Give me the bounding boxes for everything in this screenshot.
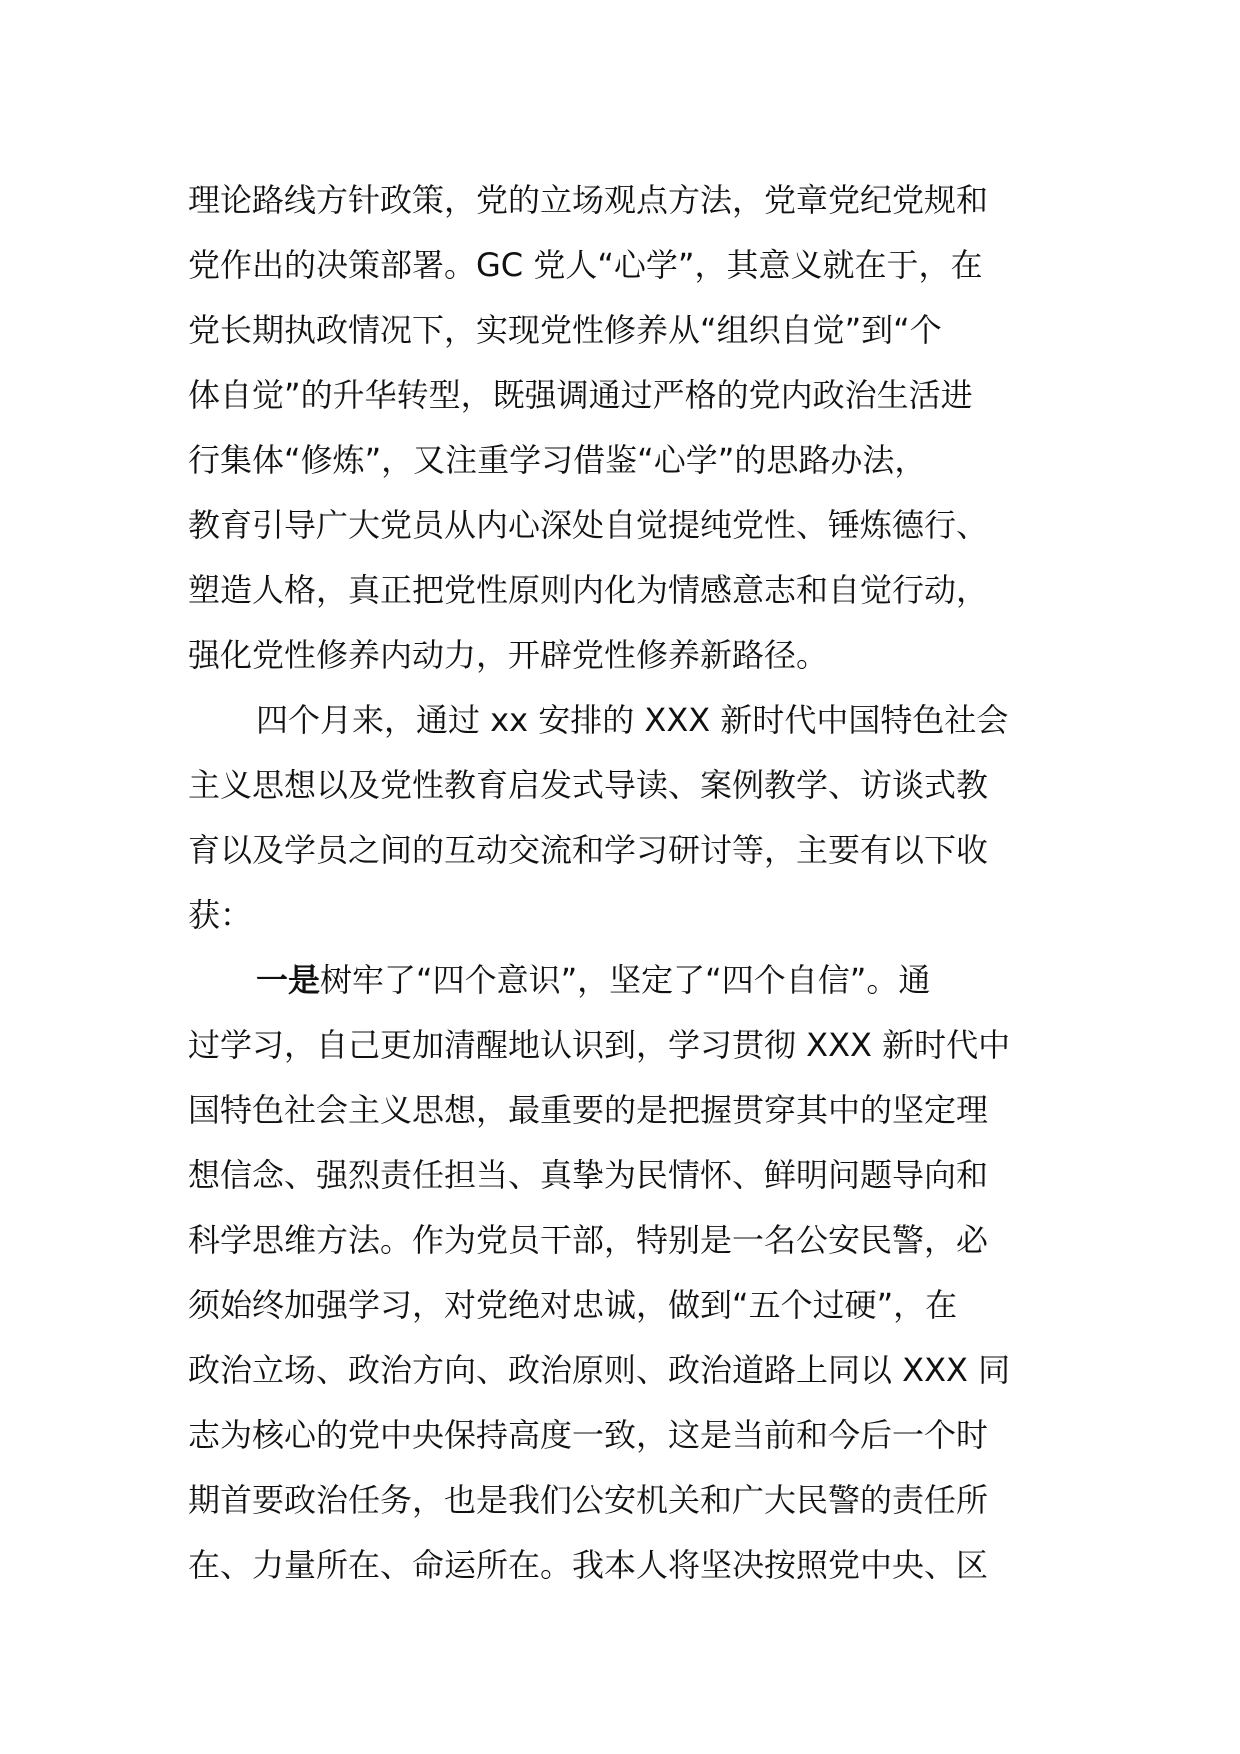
line-text: 强化党性修养内动力，开辟党性修养新路径。	[188, 636, 829, 674]
text-line	[188, 1468, 1068, 1533]
line-text: 主义思想以及党性教育启发式导读、案例教学、访谈式教	[188, 766, 989, 804]
line-text: 政治立场、政治方向、政治原则、政治道路上同以 XXX 同	[188, 1351, 1011, 1389]
line-text: 想信念、强烈责任担当、真挚为民情怀、鲜明问题导向和	[188, 1156, 989, 1194]
text-line	[188, 1143, 1068, 1208]
line-text: 教育引导广大党员从内心深处自觉提纯党性、锤炼德行、	[188, 506, 989, 544]
body-text	[188, 168, 1068, 1598]
text-line	[188, 883, 1068, 948]
text-line	[188, 1338, 1068, 1403]
line-text: 国特色社会主义思想，最重要的是把握贯穿其中的坚定理	[188, 1091, 989, 1129]
line-text: 科学思维方法。作为党员干部，特别是一名公安民警，必	[188, 1221, 989, 1259]
text-line	[188, 818, 1068, 883]
text-line	[188, 298, 1068, 363]
line-text: 须始终加强学习，对党绝对忠诚，做到“五个过硬”，在	[188, 1286, 958, 1324]
text-line	[188, 363, 1068, 428]
text-line	[188, 1273, 1068, 1338]
line-text: 理论路线方针政策，党的立场观点方法，党章党纪党规和	[188, 181, 989, 219]
line-text: 获：	[188, 896, 253, 934]
line-text: 行集体“修炼”，又注重学习借鉴“心学”的思路办法，	[188, 441, 927, 479]
lead-phrase: 一是	[256, 961, 321, 999]
line-text: 志为核心的党中央保持高度一致，这是当前和今后一个时	[188, 1416, 989, 1454]
text-line	[188, 753, 1068, 818]
text-line	[188, 1533, 1068, 1598]
text-line	[188, 1208, 1068, 1273]
line-text: 党作出的决策部署。GC 党人“心学”，其意义就在于，在	[188, 246, 983, 284]
text-line	[188, 493, 1068, 558]
text-line	[188, 623, 1068, 688]
line-text: 过学习，自己更加清醒地认识到，学习贯彻 XXX 新时代中	[188, 1026, 1011, 1064]
text-line	[188, 428, 1068, 493]
line-text: 育以及学员之间的互动交流和学习研讨等，主要有以下收	[188, 831, 989, 869]
text-line	[188, 233, 1068, 298]
text-line	[188, 1078, 1068, 1143]
text-line	[188, 1013, 1068, 1078]
text-line	[188, 948, 1068, 1013]
text-line	[188, 558, 1068, 623]
line-text: 期首要政治任务，也是我们公安机关和广大民警的责任所	[188, 1481, 989, 1519]
line-text: 党长期执政情况下，实现党性修养从“组织自觉”到“个	[188, 311, 942, 349]
line-text: 塑造人格，真正把党性原则内化为情感意志和自觉行动，	[188, 571, 989, 609]
text-line	[188, 688, 1068, 753]
line-text: 树牢了“四个意识”，坚定了“四个自信”。通	[320, 961, 931, 999]
line-text: 四个月来，通过 xx 安排的 XXX 新时代中国特色社会	[256, 701, 1009, 739]
text-line	[188, 168, 1068, 233]
text-line	[188, 1403, 1068, 1468]
line-text: 体自觉”的升华转型，既强调通过严格的党内政治生活进	[188, 376, 973, 414]
line-text: 在、力量所在、命运所在。我本人将坚决按照党中央、区	[188, 1546, 989, 1584]
